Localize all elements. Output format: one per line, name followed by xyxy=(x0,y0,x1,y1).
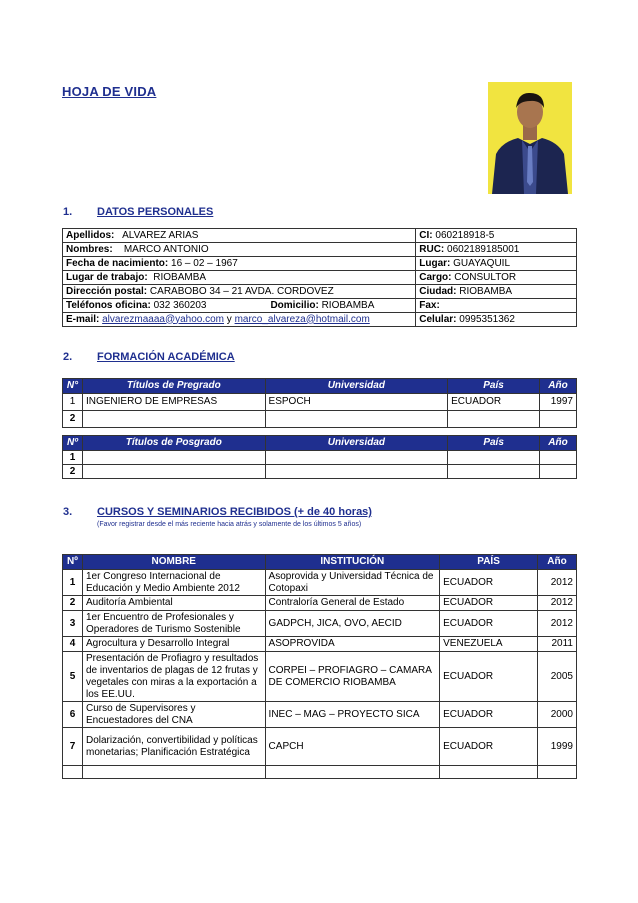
table-cell: Presentación de Profiagro y resultados de inventarios de plagas de 12 frutas y vegetales con miras a la exportación a los EE.UU. xyxy=(82,652,265,702)
profile-photo xyxy=(488,82,572,194)
table-cell xyxy=(63,271,416,285)
table-row xyxy=(63,637,577,652)
table-header-cell: Nº xyxy=(63,555,83,570)
table-cell xyxy=(265,451,448,465)
section-3-note: (Favor registrar desde el más reciente hacia atrás y solamente de los últimos 5 años) xyxy=(97,521,362,528)
table-header-cell: Nº xyxy=(63,436,83,451)
table-cell xyxy=(265,465,448,479)
table-cell: ASOPROVIDA xyxy=(265,637,440,652)
field-value: 0995351362 xyxy=(459,313,515,325)
table-row xyxy=(63,611,577,637)
table-header-cell: INSTITUCIÓN xyxy=(265,555,440,570)
table-cell: 5 xyxy=(63,652,83,702)
table-row xyxy=(63,702,577,728)
field-value: CONSULTOR xyxy=(454,271,517,283)
table-cell xyxy=(416,271,577,285)
table-header-cell: NOMBRE xyxy=(82,555,265,570)
table-cell xyxy=(82,465,265,479)
field-label: Apellidos: xyxy=(66,229,115,241)
field-label: Celular: xyxy=(419,313,457,325)
table-header-cell: Universidad xyxy=(265,379,448,394)
table-cell: 1997 xyxy=(540,394,577,411)
table-cell xyxy=(63,243,416,257)
table-cell: ECUADOR xyxy=(440,596,538,611)
table-header-cell: Títulos de Posgrado xyxy=(82,436,265,451)
table-cell: ECUADOR xyxy=(440,728,538,766)
table-row xyxy=(63,766,577,779)
table-cell xyxy=(540,465,577,479)
table-row xyxy=(63,411,577,428)
table-cell xyxy=(540,411,577,428)
table-cell: 7 xyxy=(63,728,83,766)
table-row xyxy=(63,257,577,271)
table-cell: INGENIERO DE EMPRESAS xyxy=(82,394,265,411)
table-header-cell: Año xyxy=(540,379,577,394)
table-row xyxy=(63,394,577,411)
table-header-row xyxy=(63,436,577,451)
table-row xyxy=(63,570,577,596)
table-cell: 6 xyxy=(63,702,83,728)
table-cell: 2005 xyxy=(538,652,577,702)
table-cell xyxy=(416,313,577,327)
section-1-title: DATOS PERSONALES xyxy=(97,206,214,218)
field-label: Nombres: xyxy=(66,243,113,255)
table-cell: Dolarización, convertibilidad y políticas monetarias; Planificación Estratégica xyxy=(82,728,265,766)
section-2-number: 2. xyxy=(63,351,73,363)
table-header-cell: PAÍS xyxy=(440,555,538,570)
table-row xyxy=(63,652,577,702)
field-label: Domicilio: xyxy=(270,299,319,311)
field-value: MARCO ANTONIO xyxy=(123,243,209,255)
table-cell: Contraloría General de Estado xyxy=(265,596,440,611)
section-2-title: FORMACIÓN ACADÉMICA xyxy=(97,351,235,363)
table-cell xyxy=(82,451,265,465)
table-row xyxy=(63,299,577,313)
field-label: Teléfonos oficina: xyxy=(66,299,151,311)
section-3-number: 3. xyxy=(63,506,73,518)
table-cell: 2 xyxy=(63,411,83,428)
table-cell xyxy=(540,451,577,465)
field-value: CARABOBO 34 – 21 AVDA. CORDOVEZ xyxy=(149,285,334,297)
field-value: ALVAREZ ARIAS xyxy=(122,229,199,241)
posgrado-table xyxy=(62,435,577,479)
field-label: Fax: xyxy=(419,299,440,311)
table-cell: 1999 xyxy=(538,728,577,766)
table-cell: ECUADOR xyxy=(448,394,540,411)
field-label: Ciudad: xyxy=(419,285,457,297)
page-title: HOJA DE VIDA xyxy=(62,84,157,99)
table-row xyxy=(63,271,577,285)
table-header-cell: País xyxy=(448,436,540,451)
table-header-cell: Universidad xyxy=(265,436,448,451)
table-cell: ECUADOR xyxy=(440,702,538,728)
cursos-table xyxy=(62,554,577,779)
field-value: 0602189185001 xyxy=(447,243,520,255)
table-cell: 2 xyxy=(63,465,83,479)
field-value: GUAYAQUIL xyxy=(453,257,511,269)
table-cell: 1er Encuentro de Profesionales y Operadores de Turismo Sostenible xyxy=(82,611,265,637)
table-header-cell: Títulos de Pregrado xyxy=(82,379,265,394)
table-cell: 1 xyxy=(63,570,83,596)
field-value: 060218918-5 xyxy=(435,229,495,241)
table-cell: Asoprovida y Universidad Técnica de Cotopaxi xyxy=(265,570,440,596)
table-row xyxy=(63,465,577,479)
table-cell: 4 xyxy=(63,637,83,652)
table-cell xyxy=(448,411,540,428)
person-photo-icon xyxy=(488,82,572,194)
table-cell: Agrocultura y Desarrollo Integral xyxy=(82,637,265,652)
section-3-title: CURSOS Y SEMINARIOS RECIBIDOS (+ de 40 horas) xyxy=(97,506,372,518)
table-cell: 1 xyxy=(63,394,83,411)
table-cell: CORPEI – PROFIAGRO – CAMARA DE COMERCIO RIOBAMBA xyxy=(265,652,440,702)
table-header-cell: Año xyxy=(540,436,577,451)
table-cell: GADPCH, JICA, OVO, AECID xyxy=(265,611,440,637)
table-cell: ESPOCH xyxy=(265,394,448,411)
table-cell: 3 xyxy=(63,611,83,637)
table-cell: INEC – MAG – PROYECTO SICA xyxy=(265,702,440,728)
table-cell: ECUADOR xyxy=(440,570,538,596)
table-row xyxy=(63,285,577,299)
table-row xyxy=(63,451,577,465)
table-cell: 2012 xyxy=(538,611,577,637)
personal-data-table xyxy=(62,228,577,327)
table-cell: ECUADOR xyxy=(440,611,538,637)
table-cell: 2000 xyxy=(538,702,577,728)
table-row xyxy=(63,243,577,257)
table-header-cell: Año xyxy=(538,555,577,570)
table-cell xyxy=(416,229,577,243)
table-cell: 2011 xyxy=(538,637,577,652)
table-row xyxy=(63,596,577,611)
table-cell: 2012 xyxy=(538,596,577,611)
table-header-row xyxy=(63,555,577,570)
table-cell xyxy=(82,411,265,428)
table-cell xyxy=(63,229,416,243)
table-cell xyxy=(63,313,416,327)
table-cell xyxy=(265,411,448,428)
field-label: Lugar de trabajo: xyxy=(66,271,148,283)
field-label: Lugar: xyxy=(419,257,451,269)
table-cell: 1er Congreso Internacional de Educación y Medio Ambiente 2012 xyxy=(82,570,265,596)
field-value: RIOBAMBA xyxy=(459,285,513,297)
table-cell xyxy=(63,299,416,313)
table-header-row xyxy=(63,379,577,394)
table-header-cell: País xyxy=(448,379,540,394)
field-value: 16 – 02 – 1967 xyxy=(171,257,238,269)
table-row xyxy=(63,313,577,327)
email-link-1[interactable]: alvarezmaaaa@yahoo.com xyxy=(102,313,225,325)
table-cell xyxy=(63,766,83,779)
field-value: y xyxy=(226,313,232,325)
table-cell xyxy=(82,766,265,779)
table-cell: 2012 xyxy=(538,570,577,596)
email-link-2[interactable]: marco_alvareza@hotmail.com xyxy=(234,313,370,325)
table-cell xyxy=(448,451,540,465)
table-cell xyxy=(416,299,577,313)
table-cell xyxy=(416,243,577,257)
table-cell xyxy=(63,257,416,271)
table-cell xyxy=(448,465,540,479)
field-label: Dirección postal: xyxy=(66,285,148,297)
table-cell xyxy=(63,285,416,299)
field-label: RUC: xyxy=(419,243,445,255)
table-cell xyxy=(538,766,577,779)
table-cell xyxy=(416,285,577,299)
table-row xyxy=(63,229,577,243)
pregrado-table xyxy=(62,378,577,428)
table-cell xyxy=(265,766,440,779)
table-cell: Auditoría Ambiental xyxy=(82,596,265,611)
field-label: E-mail: xyxy=(66,313,100,325)
table-cell: Curso de Supervisores y Encuestadores del CNA xyxy=(82,702,265,728)
table-row xyxy=(63,728,577,766)
table-cell xyxy=(416,257,577,271)
field-value: 032 360203 xyxy=(153,299,207,311)
table-cell xyxy=(440,766,538,779)
field-value: RIOBAMBA xyxy=(153,271,207,283)
table-cell: VENEZUELA xyxy=(440,637,538,652)
field-value: RIOBAMBA xyxy=(321,299,375,311)
field-label: Fecha de nacimiento: xyxy=(66,257,169,269)
table-cell: 2 xyxy=(63,596,83,611)
table-header-cell: N° xyxy=(63,379,83,394)
table-cell: ECUADOR xyxy=(440,652,538,702)
table-cell: CAPCH xyxy=(265,728,440,766)
field-label: CI: xyxy=(419,229,433,241)
section-1-number: 1. xyxy=(63,206,73,218)
table-cell: 1 xyxy=(63,451,83,465)
field-label: Cargo: xyxy=(419,271,452,283)
